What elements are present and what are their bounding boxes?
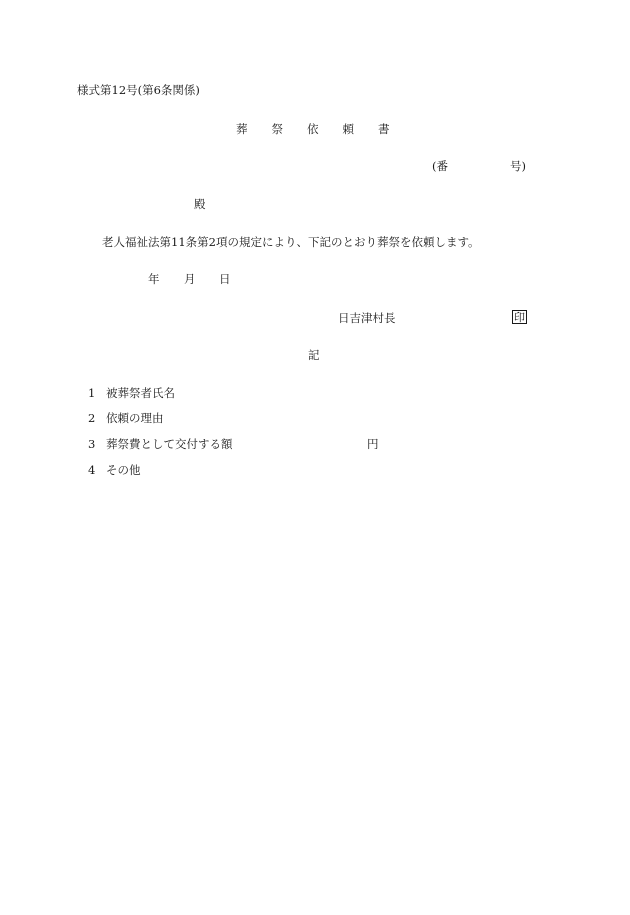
item-label: 被葬祭者氏名	[106, 386, 175, 400]
title-char: 葬	[236, 122, 248, 136]
item-label: 依頼の理由	[106, 411, 164, 425]
item-number: 1	[88, 386, 96, 400]
seal-mark: 印	[514, 311, 525, 324]
form-number: 様式第12号(第6条関係)	[77, 83, 200, 97]
title-char: 書	[378, 122, 390, 136]
item-number: 3	[88, 437, 96, 451]
body-text: 老人福祉法第11条第2項の規定により、下記のとおり葬祭を依頼します。	[102, 235, 480, 249]
list-item	[88, 413, 164, 425]
date-day: 日	[219, 272, 231, 286]
item-label: 葬祭費として交付する額	[106, 437, 233, 451]
item-number: 2	[88, 411, 96, 425]
issuer-name: 日吉津村長	[338, 311, 396, 325]
item-label: その他	[106, 463, 141, 477]
list-item	[88, 388, 175, 400]
title-char: 頼	[342, 122, 354, 136]
reference-number-open: (番	[432, 159, 448, 173]
title-char: 祭	[271, 122, 283, 136]
date-month: 月	[184, 272, 196, 286]
addressee-honorific: 殿	[194, 197, 206, 211]
document-title	[236, 124, 390, 136]
date-year: 年	[148, 272, 160, 286]
reference-number-close: 号)	[510, 159, 526, 173]
ki-heading: 記	[308, 348, 320, 362]
item-number: 4	[88, 463, 96, 477]
title-char: 依	[307, 122, 319, 136]
list-item	[88, 439, 233, 451]
list-item	[88, 465, 141, 477]
yen-unit: 円	[367, 437, 379, 451]
